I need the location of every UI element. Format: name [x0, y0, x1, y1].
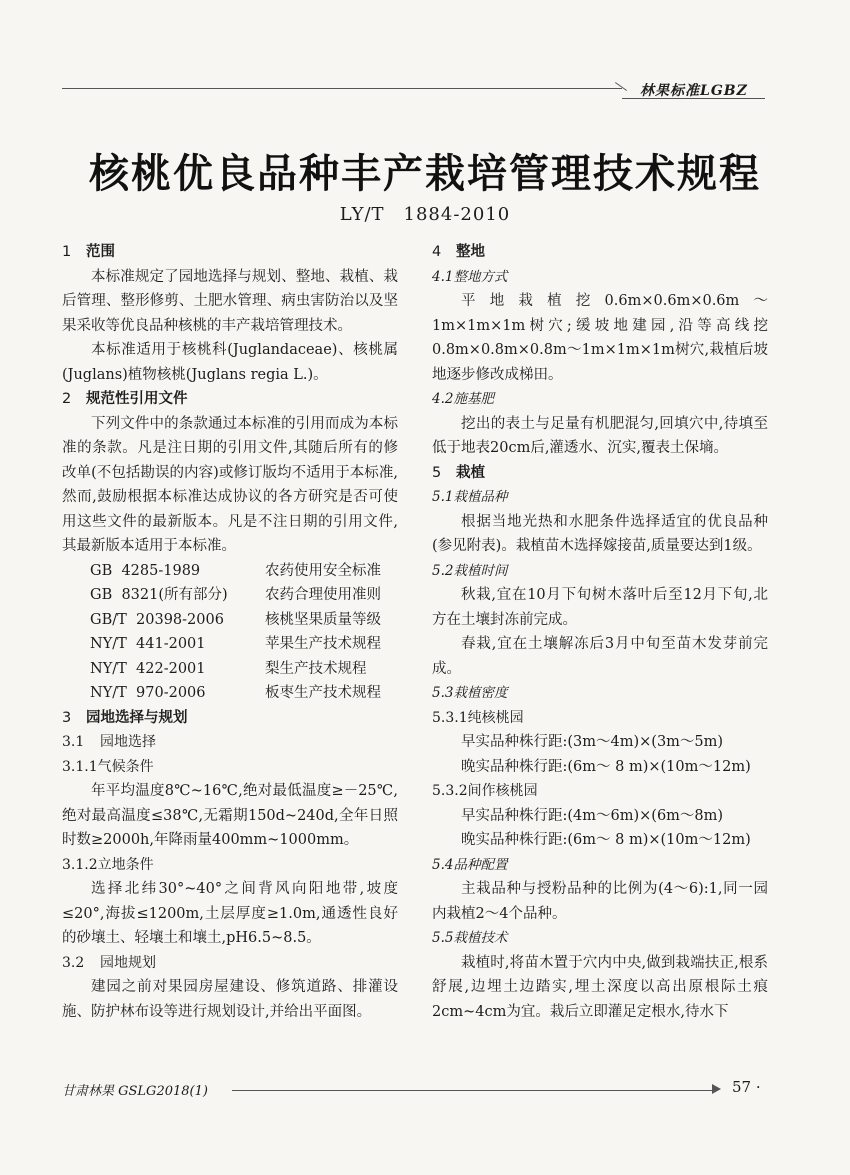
paragraph: 根据当地光热和水肥条件选择适宜的优良品种(参见附表)。栽植苗木选择嫁接苗,质量要达到1级。 [432, 513, 768, 554]
spacing-line: 早实品种株行距:(4m～6m)×(6m～8m) [461, 807, 724, 824]
paragraph: 平地栽植挖0.6m×0.6m×0.6m～1m×1m×1m树穴;缓坡地建园,沿等高线挖0.8m×0.8m×0.8m～1m×1m×1m树穴,栽植后坡地逐步修改成梯田。 [432, 293, 768, 383]
section-1-heading: 1 范围 [62, 244, 115, 260]
reference-item: GB/T 20398-2006 核桃坚果质量等级 [90, 611, 381, 628]
paragraph: 下列文件中的条款通过本标准的引用而成为本标准的条款。凡是注日期的引用文件,其随后所有的修改单(不包括勘误的内容)或修订版均不适用于本标准,然而,鼓励根据本标准达成协议的各方研究是否可使用这些文件的最新版本。凡是不注日期的引用文件,其最新版本适用于本标准。 [62, 415, 398, 554]
paragraph: 建园之前对果园房屋建设、修筑道路、排灌设施、防护林布设等进行规划设计,并给出平面图。 [62, 979, 398, 1020]
paragraph: 主栽品种与授粉品种的比例为(4～6):1,同一园内栽植2～4个品种。 [432, 881, 768, 922]
subsection-heading: 3.1.2立地条件 [62, 856, 154, 873]
left-column [62, 240, 398, 1024]
subsection-heading: 5.3栽植密度 [432, 685, 508, 701]
paragraph: 本标准规定了园地选择与规划、整地、栽植、栽后管理、整形修剪、土肥水管理、病虫害防治以及坚果采收等优良品种核桃的丰产栽培管理技术。 [62, 268, 398, 334]
standard-number: LY/T 1884-2010 [339, 204, 511, 225]
paragraph: 秋栽,宜在10月下旬树木落叶后至12月下旬,北方在土壤封冻前完成。 [432, 587, 768, 628]
subsection-heading: 5.1栽植品种 [432, 489, 508, 505]
subsection-heading: 5.5栽植技术 [432, 930, 508, 946]
subsection-heading: 4.1整地方式 [432, 268, 508, 285]
subsection-heading: 5.3.1纯核桃园 [432, 709, 524, 726]
journal-footer: 甘肃林果 GSLG2018(1) [62, 1084, 208, 1099]
reference-item: NY/T 970-2006 板枣生产技术规程 [90, 685, 381, 701]
right-column [432, 240, 768, 1024]
paragraph: 年平均温度8℃~16℃,绝对最低温度≥－25℃,绝对最高温度≤38℃,无霜期150d~240d,全年日照时数≥2000h,年降雨量400mm~1000mm。 [62, 783, 398, 848]
subsection-heading: 3.2 园地规划 [62, 954, 156, 971]
reference-item: GB 4285-1989 农药使用安全标准 [90, 562, 381, 579]
subsection-heading: 5.3.2间作核桃园 [432, 783, 538, 799]
subsection-heading: 3.1 园地选择 [62, 734, 156, 750]
reference-item: NY/T 422-2001 梨生产技术规程 [90, 660, 367, 677]
page-number: 57 · [732, 1078, 761, 1096]
page-title: 核桃优良品种丰产栽培管理技术规程 [89, 151, 761, 197]
footer-arrow-icon [712, 1084, 721, 1094]
running-title: 林果标准LGBZ [640, 83, 748, 99]
section-2-heading: 2 规范性引用文件 [62, 391, 188, 407]
paragraph: 栽植时,将苗木置于穴内中央,做到栽端扶正,根系舒展,边埋土边踏实,埋土深度以高出原根际土痕2cm~4cm为宜。栽后立即灌足定根水,待水下 [432, 954, 768, 1020]
spacing-line: 晚实品种株行距:(6m～ 8 m)×(10m～12m) [461, 832, 751, 848]
section-4-heading: 4 整地 [432, 244, 485, 260]
spacing-line: 晚实品种株行距:(6m～ 8 m)×(10m～12m) [461, 758, 751, 775]
paragraph: 本标准适用于核桃科(Juglandaceae)、核桃属(Juglans)植物核桃(Juglans regia L.)。 [62, 342, 398, 383]
spacing-line: 早实品种株行距:(3m～4m)×(3m～5m) [461, 734, 724, 750]
subsection-heading: 5.2栽植时间 [432, 562, 508, 579]
paragraph: 春栽,宜在土壤解冻后3月中旬至苗木发芽前完成。 [432, 636, 768, 677]
reference-list [62, 559, 398, 706]
subsection-heading: 3.1.1气候条件 [62, 758, 154, 775]
paragraph: 挖出的表土与足量有机肥混匀,回填穴中,待填至低于地表20cm后,灌透水、沉实,覆表土保墒。 [432, 415, 768, 456]
section-5-heading: 5 栽植 [432, 464, 485, 481]
header-rule [62, 88, 622, 89]
section-3-heading: 3 园地选择与规划 [62, 709, 188, 726]
footer-rule [232, 1090, 717, 1091]
subsection-heading: 4.2施基肥 [432, 391, 494, 407]
paragraph: 选择北纬30°~40°之间背风向阳地带,坡度≤20°,海拔≤1200m,土层厚度≥1.0m,通透性良好的砂壤土、轻壤土和壤土,pH6.5~8.5。 [62, 881, 398, 946]
subsection-heading: 5.4品种配置 [432, 856, 508, 873]
reference-item: GB 8321(所有部分) 农药合理使用准则 [90, 587, 381, 603]
reference-item: NY/T 441-2001 苹果生产技术规程 [90, 636, 381, 652]
